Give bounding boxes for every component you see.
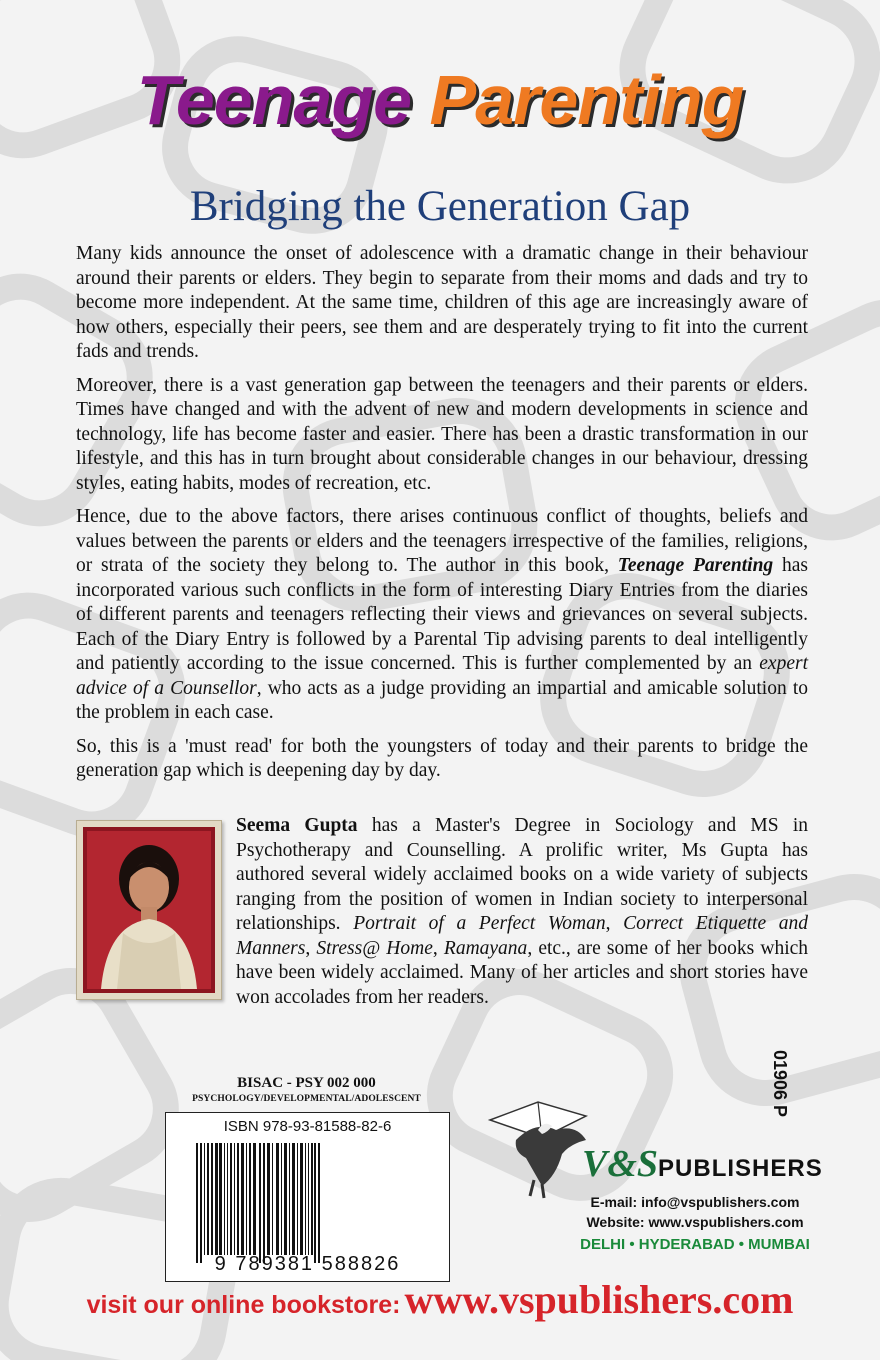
title-word-parenting: Parenting (429, 61, 744, 139)
barcode-bar (267, 1143, 270, 1255)
blurb-paragraph-2: Moreover, there is a vast generation gap between the teenagers and their parents or elders. Times have changed and with the advent of new and modern developments in science and technology, life has become faster and easier. There has been a drastic transformation in our lifestyle, and this has in turn brought about considerable changes in our behaviour, dressing styles, eating habits, modes of recreation, etc. (76, 374, 808, 494)
barcode-bar (249, 1143, 251, 1255)
isbn-label: ISBN 978-93-81588-82-6 (223, 1118, 392, 1135)
barcode-bar (224, 1143, 225, 1255)
barcode-bar (200, 1143, 202, 1263)
barcode-bar (311, 1143, 313, 1255)
barcode-bar (237, 1143, 239, 1255)
barcode-bar (300, 1143, 303, 1255)
barcode-bar (318, 1143, 320, 1263)
barcode-bar (305, 1143, 306, 1255)
publisher-email[interactable]: E-mail: info@vspublishers.com (590, 1194, 800, 1210)
footer-bookstore (0, 1276, 880, 1323)
barcode-bar (297, 1143, 298, 1255)
footer-label: visit our online bookstore: (86, 1291, 401, 1319)
barcode-bar (253, 1143, 256, 1255)
barcode-bar (272, 1143, 273, 1255)
barcode-bar (230, 1143, 232, 1255)
barcode-bar (263, 1143, 265, 1263)
book-title-mention: Teenage Parenting (617, 555, 774, 576)
publisher-cities: DELHI • HYDERABAD • MUMBAI (580, 1236, 810, 1253)
bisac-category: PSYCHOLOGY/DEVELOPMENTAL/ADOLESCENT (192, 1094, 421, 1104)
counsellor-advice-mention: expert advice of a Counsellor (76, 653, 808, 699)
barcode-bar (284, 1143, 287, 1255)
author-photo (76, 820, 222, 1000)
barcode-bar (211, 1143, 213, 1255)
title-word-teenage: Teenage (136, 61, 412, 139)
book-portrait: Portrait of a Perfect Woman (353, 913, 606, 934)
publisher-contact (540, 1192, 850, 1255)
barcode-bar (215, 1143, 218, 1255)
barcode-bar (219, 1143, 222, 1255)
book-subtitle: Bridging the Generation Gap (189, 183, 691, 230)
barcode-bar (292, 1143, 295, 1255)
blurb-paragraph-3: Hence, due to the above factors, there arises continuous conflict of thoughts, beliefs and values between the parents or elders and the teenagers irrespective of the families, religions, or strata of the society they belong to. The author in this book, Teenage Parenting has incorporated various such conflicts in the form of interesting Diary Entries from the diaries of different parents and teenagers reflecting their views and grievances on several subjects. Each of the Diary Entry is followed by a Parental Tip advising parents to deal intelligently and patiently according to the issue concerned. This is further complemented by an expert advice of a Counsellor, who acts as a judge providing an impartial and amicable solution to the problem in each case. (76, 506, 808, 723)
barcode-bar (259, 1143, 261, 1263)
publisher-name (582, 1142, 823, 1186)
isbn-digits: 9 789381 588826 (214, 1253, 401, 1275)
publisher-script: V&S (582, 1143, 659, 1185)
product-code: 01906 P (770, 1050, 790, 1118)
publisher-caps: PUBLISHERS (658, 1155, 823, 1182)
blurb-paragraph-1: Many kids announce the onset of adolescence with a dramatic change in their behaviour around their parents or elders. They begin to separate from their moms and dads and try to become more independent. At the same time, children of this age are increasingly aware of how others, especially their peers, see them and are desperately trying to fit into the current fads and trends. (76, 243, 808, 362)
barcode-bar (234, 1143, 235, 1255)
barcode-bar (289, 1143, 290, 1255)
barcode-bar (196, 1143, 198, 1263)
barcode-bar (207, 1143, 209, 1255)
footer-url[interactable]: www.vspublishers.com (404, 1277, 794, 1322)
barcode-bar (246, 1143, 247, 1255)
author-name: Seema Gupta (236, 815, 358, 836)
author-bio: Seema Gupta has a Master's Degree in Sociology and MS in Psychotherapy and Counselling. A prolific writer, Ms Gupta has authored several widely acclaimed books on a wide variety of subjects ranging from the position of women in Indian society to interpersonal relationships. Portrait of a Perfect Woman, Correct Etiquette and Manners, Stress@ Home, Ramayana, etc., are some of her books which have been widely acclaimed. Many of her articles and short stories have won accolades from her readers. (236, 815, 809, 1008)
barcode-box (165, 1112, 450, 1282)
barcode-bar (308, 1143, 309, 1255)
barcode-bar (241, 1143, 244, 1255)
blurb (76, 242, 808, 793)
publisher-website[interactable]: Website: www.vspublishers.com (586, 1214, 804, 1230)
book-ramayana: Ramayana (443, 937, 528, 959)
book-etiquette: Correct Etiquette and Manners (236, 913, 809, 959)
eagle-book-logo (486, 1080, 596, 1200)
bisac-info (165, 1074, 448, 1106)
book-stress: Stress@ Home (316, 937, 433, 959)
barcode-bar (281, 1143, 282, 1255)
barcode-bar (314, 1143, 316, 1263)
barcode-bar (227, 1143, 228, 1255)
blurb-paragraph-4: So, this is a 'must read' for both the youngsters of today and their parents to bridge the generation gap which is deepening day by day. (76, 735, 808, 781)
bisac-code: BISAC - PSY 002 000 (237, 1075, 376, 1091)
barcode-bar (204, 1143, 205, 1255)
book-title (0, 60, 880, 140)
barcode-bar (276, 1143, 279, 1255)
